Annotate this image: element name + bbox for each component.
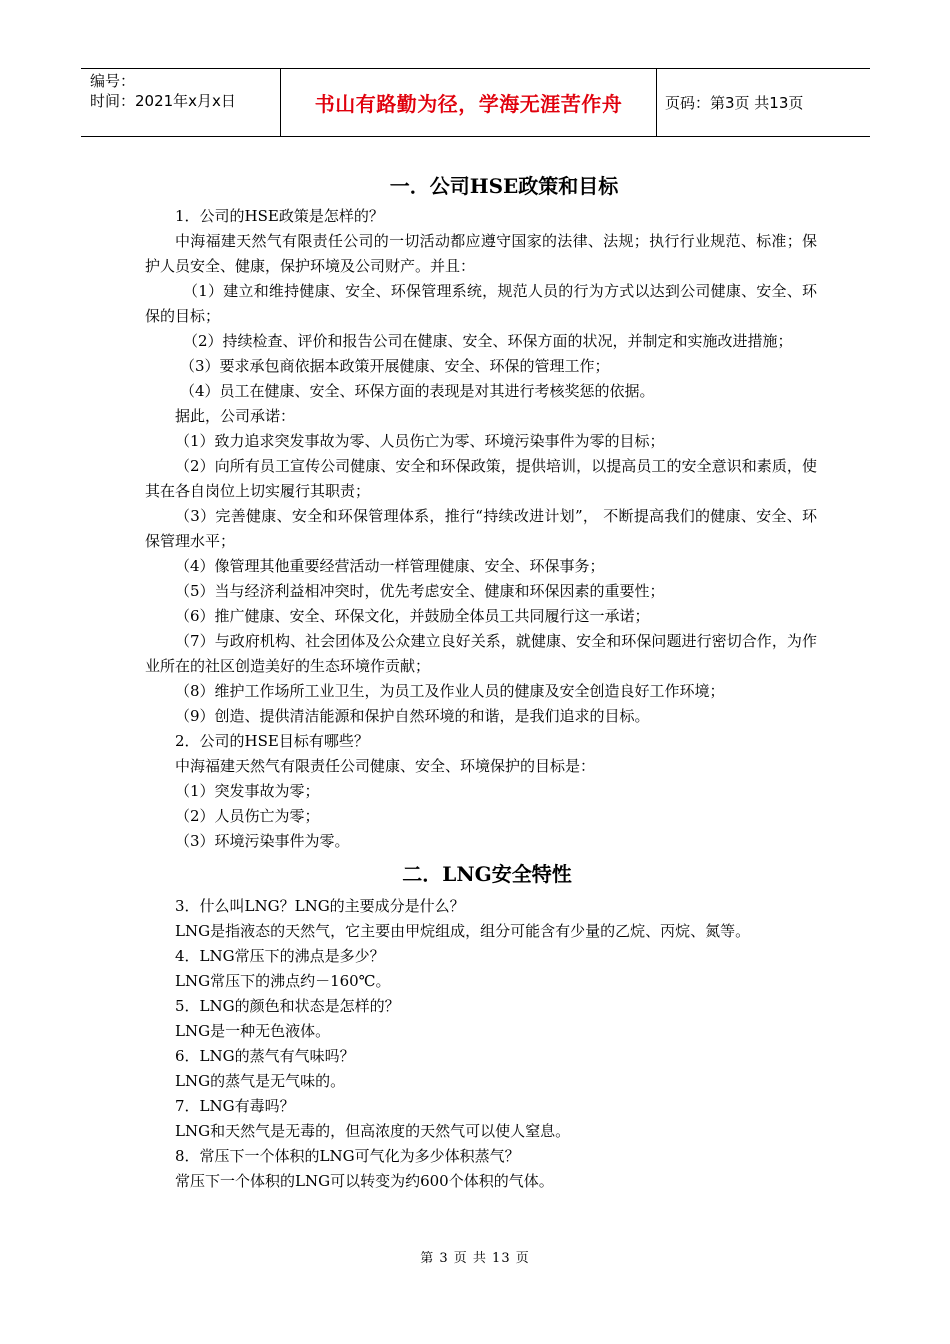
paragraph: （5）当与经济利益相冲突时，优先考虑安全、健康和环保因素的重要性；: [175, 582, 665, 600]
paragraph: LNG是一种无色液体。: [175, 1022, 331, 1040]
paragraph: 常压下一个体积的LNG可以转变为约600个体积的气体。: [175, 1172, 554, 1190]
paragraph: （7）与政府机构、社会团体及公众建立良好关系，就健康、安全和环保问题进行密切合作，为作业所在的社区创造美好的生态环境作贡献；: [145, 632, 817, 675]
paragraph: LNG的蒸气是无气味的。: [175, 1072, 346, 1090]
paragraph: （1）建立和维持健康、安全、环保管理系统，规范人员的行为方式以达到公司健康、安全、环保的目标；: [145, 282, 817, 325]
paragraph: （1）突发事故为零；: [175, 782, 320, 800]
paragraph: （6）推广健康、安全、环保文化，并鼓励全体员工共同履行这一承诺；: [175, 607, 650, 625]
paragraph: （3）完善健康、安全和环保管理体系，推行“持续改进计划”， 不断提高我们的健康、安全、环保管理水平；: [145, 507, 817, 550]
paragraph: （8）维护工作场所工业卫生，为员工及作业人员的健康及安全创造良好工作环境；: [175, 682, 725, 700]
paragraph: （2）向所有员工宣传公司健康、安全和环保政策，提供培训，以提高员工的安全意识和素质，使其在各自岗位上切实履行其职责；: [145, 457, 817, 500]
paragraph: 6．LNG的蒸气有气味吗？: [175, 1047, 355, 1065]
paragraph: LNG常压下的沸点约－160℃。: [175, 972, 391, 990]
paragraph: LNG是指液态的天然气，它主要由甲烷组成，组分可能含有少量的乙烷、丙烷、氮等。: [175, 922, 751, 940]
paragraph: （4）像管理其他重要经营活动一样管理健康、安全、环保事务；: [175, 557, 605, 575]
document-body: [145, 172, 817, 1194]
paragraph: 7．LNG有毒吗？: [175, 1097, 295, 1115]
paragraph: 1．公司的HSE政策是怎样的？: [175, 207, 384, 225]
paragraph: （3）要求承包商依据本政策开展健康、安全、环保的管理工作；: [180, 357, 610, 375]
paragraph: 据此，公司承诺：: [175, 407, 296, 425]
document-number-label: 编号：: [90, 72, 136, 90]
section-title-hse-policy: 一．公司HSE政策和目标: [389, 174, 619, 198]
paragraph: （2）持续检查、评价和报告公司在健康、安全、环保方面的状况，并制定和实施改进措施；: [183, 332, 793, 350]
header-page-indicator: 页码：第3页 共13页: [665, 94, 804, 112]
paragraph: 中海福建天然气有限责任公司健康、安全、环境保护的目标是：: [175, 757, 596, 775]
paragraph: （2）人员伤亡为零；: [175, 807, 320, 825]
paragraph: （3）环境污染事件为零。: [175, 832, 350, 850]
paragraph: 4．LNG常压下的沸点是多少？: [175, 947, 385, 965]
document-date-label: 时间：2021年x月x日: [90, 92, 236, 110]
section-hse-policy: [145, 204, 817, 854]
header-info-cell: [81, 69, 281, 136]
section-lng-safety: [145, 894, 817, 1194]
section-title-lng-safety: 二．LNG安全特性: [402, 862, 572, 886]
paragraph: 8．常压下一个体积的LNG可气化为多少体积蒸气？: [175, 1147, 520, 1165]
paragraph: （1）致力追求突发事故为零、人员伤亡为零、环境污染事件为零的目标；: [175, 432, 665, 450]
paragraph: 3．什么叫LNG？LNG的主要成分是什么？: [175, 897, 465, 915]
paragraph: （4）员工在健康、安全、环保方面的表现是对其进行考核奖惩的依据。: [180, 382, 655, 400]
header-motto: 书山有路勤为径，学海无涯苦作舟: [281, 69, 657, 136]
paragraph: （9）创造、提供清洁能源和保护自然环境的和谐，是我们追求的目标。: [175, 707, 650, 725]
page-footer: 第 3 页 共 13 页: [420, 1251, 530, 1266]
paragraph: 中海福建天然气有限责任公司的一切活动都应遵守国家的法律、法规；执行行业规范、标准；保护人员安全、健康，保护环境及公司财产。并且：: [145, 232, 817, 275]
paragraph: LNG和天然气是无毒的，但高浓度的天然气可以使人窒息。: [175, 1122, 571, 1140]
paragraph: 2．公司的HSE目标有哪些？: [175, 732, 369, 750]
paragraph: 5．LNG的颜色和状态是怎样的？: [175, 997, 400, 1015]
page-header: [81, 68, 870, 137]
